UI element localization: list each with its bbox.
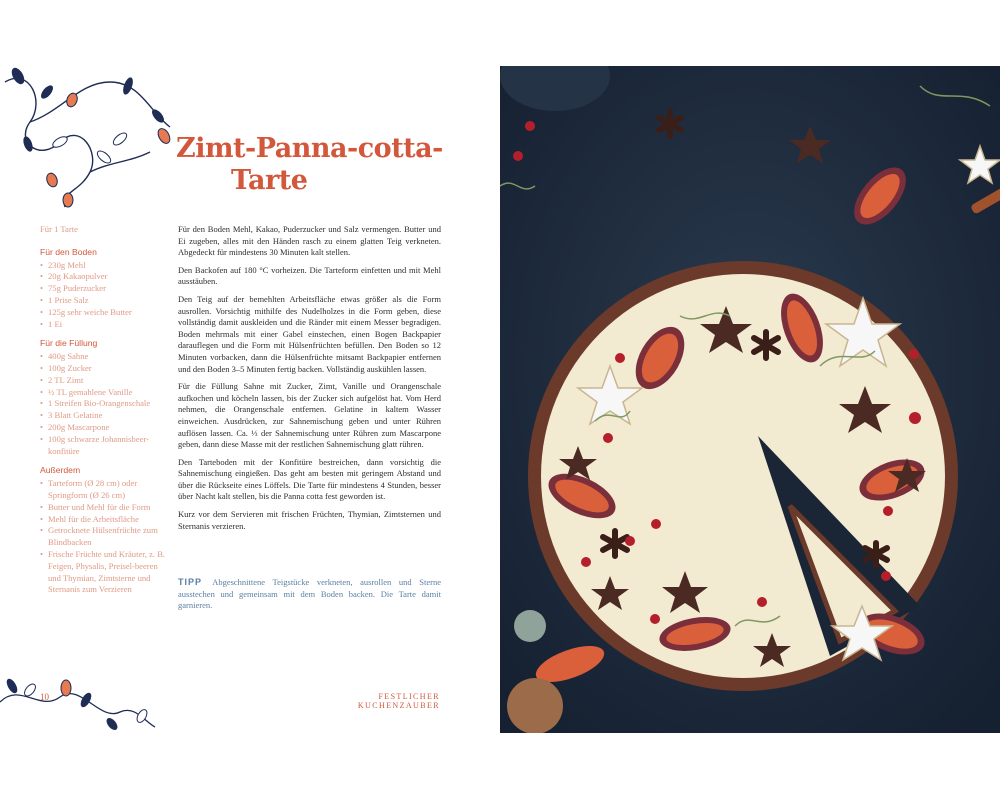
instructions-column: [178, 224, 441, 538]
instruction-paragraph: Den Backofen auf 180 °C vorheizen. Die Tarteform einfetten und mit Mehl ausstäuben.: [178, 264, 441, 287]
ingredient-section-heading: Für die Füllung: [40, 338, 98, 349]
ingredient-item: • 20g Kakaopulver: [40, 271, 168, 283]
ingredients-column: [40, 224, 168, 596]
tip-box: [178, 577, 441, 612]
instruction-paragraph: Den Tarteboden mit der Konfitüre bestreichen, dann vorsichtig die Sahnemischung eingießen. Das geht am besten mit geringem Abstand und über die Rückseite eines Löffels. Die Tarte für mindestens 4 Stunden, besser über Nacht kalt stellen, bis die Panna cotta fest geworden ist.: [178, 456, 441, 502]
instruction-paragraph: Kurz vor dem Servieren mit frischen Früchten, Thymian, Zimtsternen und Sternanis verzieren.: [178, 509, 441, 531]
ingredient-item: • 3 Blatt Gelatine: [40, 410, 168, 422]
ingredient-item: • 200g Mascarpone: [40, 422, 168, 434]
serves-text: Für 1 Tarte: [40, 224, 78, 234]
ingredient-item: • Butter und Mehl für die Form: [40, 502, 168, 514]
ingredient-list: [40, 351, 168, 457]
recipe-title: [176, 133, 476, 197]
instruction-paragraph: Den Teig auf der bemehlten Arbeitsfläche etwas größer als die Form ausrollen. Vorsichtig mithilfe des Nudelholzes in die Form geben, diese vollständig damit auskleiden und die Ränder mit einem Messer begradigen. Boden mehrmals mit einer Gabel einstechen, einen Bogen Backpapier darauflegen und die Form mit Hülsenfrüchten befüllen. Den Boden so 12 Minuten vorbacken, dann die Hülsenfrüchte mitsamt Backpapier entfernen und den Boden 3–5 Minuten fertig backen. Vollständig auskühlen lassen.: [178, 293, 441, 374]
ingredient-item: • Mehl für die Arbeitsfläche: [40, 514, 168, 526]
page-number: 10: [40, 692, 49, 702]
ingredient-item: • Tarteform (Ø 28 cm) oder Springform (Ø 26 cm): [40, 478, 168, 502]
ingredient-list: [40, 478, 168, 596]
ingredient-item: • 1 Ei: [40, 319, 168, 331]
ingredient-item: • Frische Früchte und Kräuter, z. B. Feigen, Physalis, Preisel-beeren und Thymian, Zimtsterne und Sternanis zum Verzieren: [40, 549, 168, 596]
ingredient-item: • 400g Sahne: [40, 351, 168, 363]
ingredient-item: • 230g Mehl: [40, 260, 168, 272]
ingredient-item: • 100g Zucker: [40, 363, 168, 375]
tart-photo: [500, 66, 1000, 733]
ingredient-section-heading: Für den Boden: [40, 246, 97, 257]
ingredient-item: • 1 Streifen Bio-Orangenschale: [40, 398, 168, 410]
leaf-garland-bottom-icon: [0, 672, 160, 732]
ingredient-section-heading: Außerdem: [40, 465, 81, 476]
ingredient-item: • ½ TL gemahlene Vanille: [40, 387, 168, 399]
instruction-paragraph: Für die Füllung Sahne mit Zucker, Zimt, Vanille und Orangenschale aufkochen und köcheln lassen, bis der Zucker sich aufgelöst hat. Vom Herd nehmen, die Orangenschale entfernen. Gelatine in kaltem Wasser einweichen. Ausdrücken, zur Sahnemischung geben und unter Rühren auflösen lassen. Ca. ⅓ der Sahnemischung unter Rühren zum Mascarpone geben, dann diese Masse mit der restlichen Sahnemischung glatt rühren.: [178, 381, 441, 450]
ingredient-item: • 75g Puderzucker: [40, 283, 168, 295]
running-title: FESTLICHER KUCHENZAUBER: [357, 692, 440, 710]
instruction-paragraph: Für den Boden Mehl, Kakao, Puderzucker und Salz vermengen. Butter und Ei zugeben, alles mit den Händen rasch zu einem glatten Teig verkneten. Abgedeckt für mindestens 30 Minuten kalt stellen.: [178, 224, 441, 258]
tip-text: Abgeschnittene Teigstücke verkneten, ausrollen und Sterne ausstechen und gemeinsam mit dem Boden backen. Die Tarte damit garnieren.: [178, 577, 441, 611]
ingredient-item: • 100g schwarze Johannisbeer-konfitüre: [40, 434, 168, 458]
ingredient-item: • Getrocknete Hülsenfrüchte zum Blindbacken: [40, 525, 168, 549]
ingredient-list: [40, 260, 168, 331]
recipe-title-line1: Zimt-Panna-cotta-: [176, 133, 443, 164]
tip-label: TIPP: [178, 577, 203, 587]
leaf-garland-icon: [0, 62, 180, 212]
ingredient-item: • 2 TL Zimt: [40, 375, 168, 387]
tart-photo-illustration: [500, 66, 1000, 733]
recipe-title-line2: Tarte: [231, 165, 308, 196]
ingredient-item: • 1 Prise Salz: [40, 295, 168, 307]
eucalyptus-leaf: [514, 610, 546, 642]
ingredient-item: • 125g sehr weiche Butter: [40, 307, 168, 319]
pine-cone: [507, 678, 563, 733]
